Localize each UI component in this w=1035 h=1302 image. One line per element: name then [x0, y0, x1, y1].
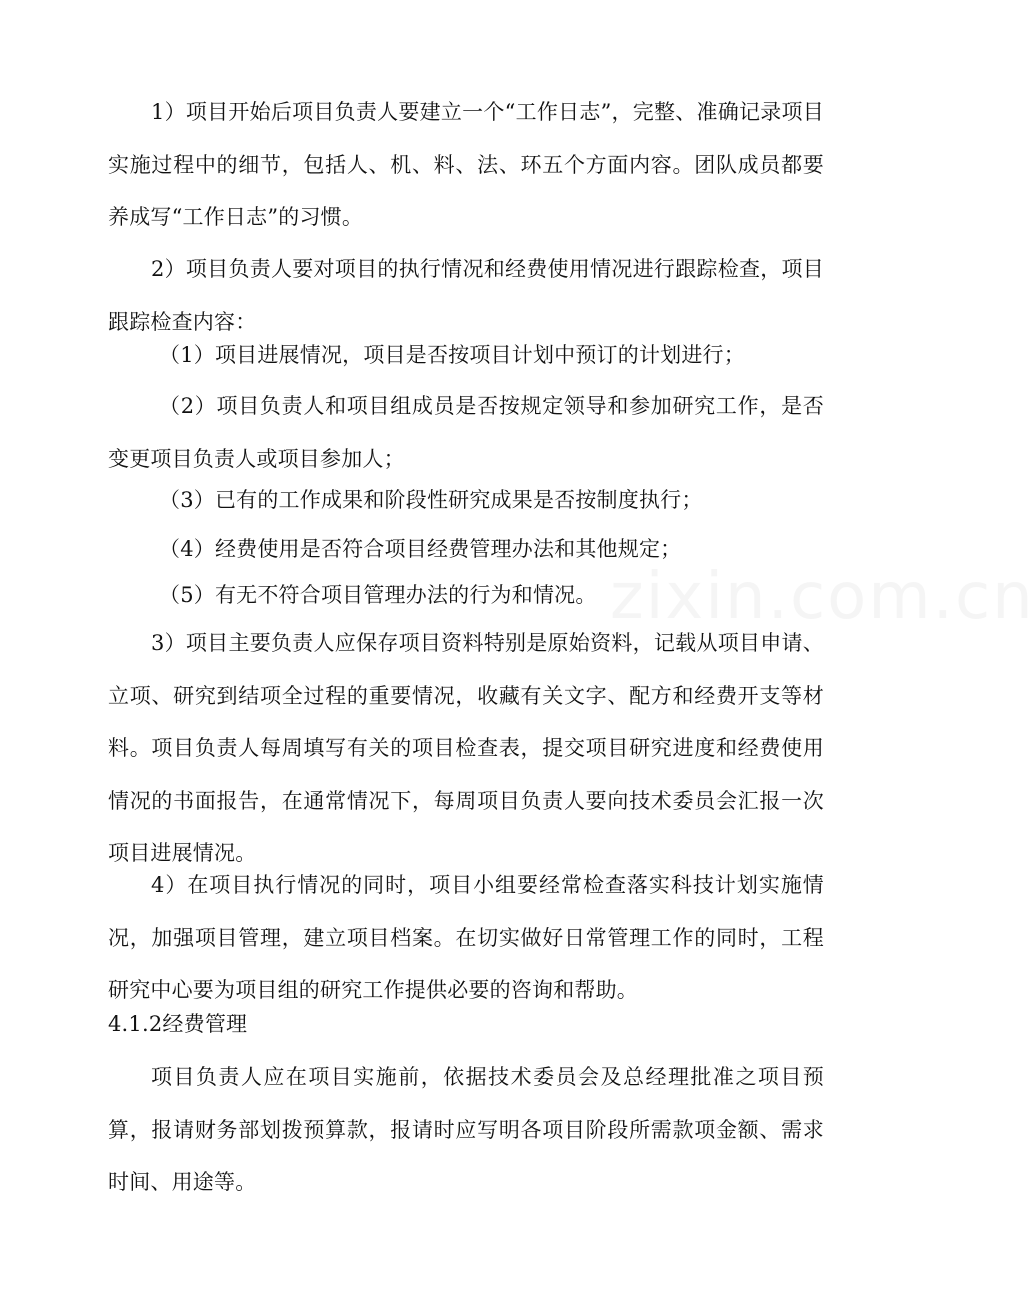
paragraph-budget: 项目负责人应在项目实施前，依据技术委员会及总经理批准之项目预算，报请财务部划拨预算款，报请时应写明各项目阶段所需款项金额、需求时间、用途等。 — [108, 1065, 824, 1194]
paragraph-records: 3）项目主要负责人应保存项目资料特别是原始资料，记载从项目申请、立项、研究到结项全过程的重要情况，收藏有关文字、配方和经费开支等材料。项目负责人每周填写有关的项目检查表，提交项目研究进度和经费使用情况的书面报告，在通常情况下，每周项目负责人要向技术委员会汇报一次项目进展情况。 — [108, 631, 824, 865]
section-heading-funding: 4.1.2经费管理 — [108, 1012, 248, 1036]
watermark: zixin.com.cn — [610, 560, 1035, 634]
list-item-violations: （5）有无不符合项目管理办法的行为和情况。 — [159, 583, 597, 607]
list-item-results: （3）已有的工作成果和阶段性研究成果是否按制度执行； — [159, 488, 703, 512]
paragraph-execution: 4）在项目执行情况的同时，项目小组要经常检查落实科技计划实施情况，加强项目管理，建立项目档案。在切实做好日常管理工作的同时，工程研究中心要为项目组的研究工作提供必要的咨询和帮助。 — [108, 873, 824, 1002]
paragraph-work-log: 1）项目开始后项目负责人要建立一个“工作日志”，完整、准确记录项目实施过程中的细节，包括人、机、料、法、环五个方面内容。团队成员都要养成写“工作日志”的习惯。 — [108, 100, 824, 229]
list-item-personnel: （2）项目负责人和项目组成员是否按规定领导和参加研究工作，是否变更项目负责人或项目参加人； — [108, 394, 824, 471]
list-item-funding: （4）经费使用是否符合项目经费管理办法和其他规定； — [159, 537, 682, 561]
paragraph-tracking-check: 2）项目负责人要对项目的执行情况和经费使用情况进行跟踪检查，项目跟踪检查内容： — [108, 257, 824, 334]
list-item-progress: （1）项目进展情况，项目是否按项目计划中预订的计划进行； — [159, 343, 745, 367]
